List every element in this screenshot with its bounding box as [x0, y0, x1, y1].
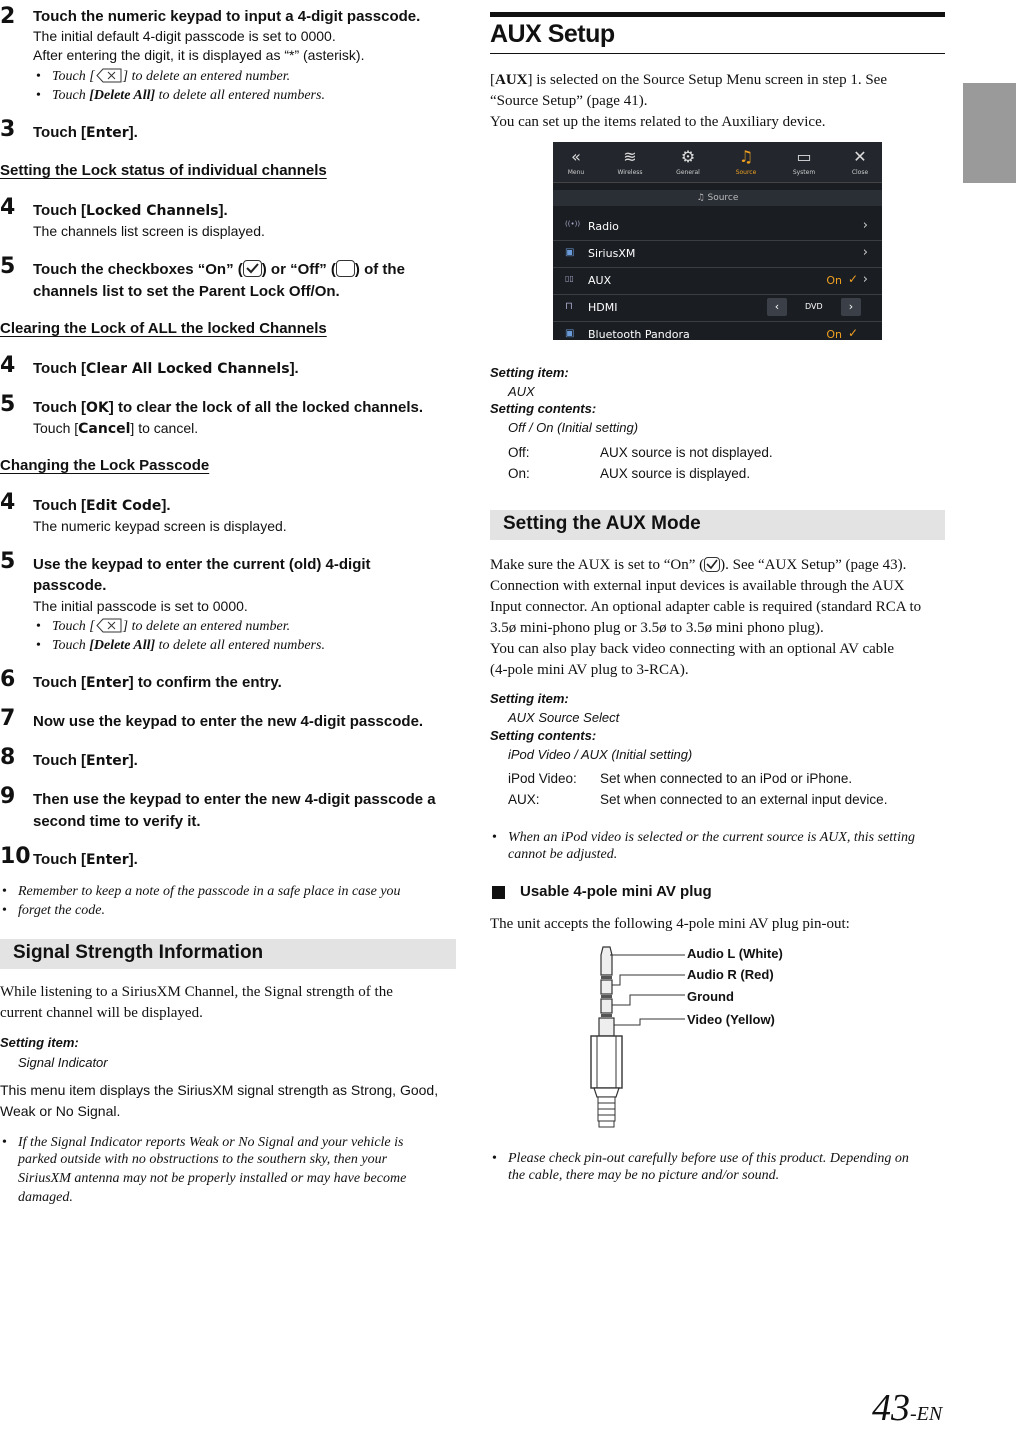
subsection-heading: Changing the Lock Passcode [0, 457, 210, 474]
step-number: 4 [0, 353, 16, 378]
title-rule [490, 53, 945, 54]
list-item[interactable]: ⊓ HDMI ‹ DVD › [553, 295, 882, 322]
page-number: 43-EN [872, 1387, 943, 1429]
pandora-icon: ▣ [565, 328, 575, 339]
option-value: AUX source is displayed. [600, 466, 751, 481]
side-tab [963, 83, 1016, 183]
checkbox-off-icon [336, 260, 355, 277]
option-value: Set when connected to an external input device. [600, 792, 888, 807]
pin-label: Video (Yellow) [687, 1012, 775, 1027]
music-note-icon: ♫ [696, 193, 708, 203]
step-heading: passcode. [33, 577, 107, 594]
step-number: 5 [0, 549, 16, 574]
top-rule [490, 12, 945, 17]
bullet-note: • Touch [ ] to delete an entered number. [52, 67, 290, 86]
step-heading: Touch [Edit Code]. [33, 497, 171, 514]
checkmark-icon: ✓ [847, 326, 858, 340]
paragraph: Make sure the AUX is set to “On” ( ). See “AUX Setup” (page 43). [490, 557, 907, 573]
step-body: Touch [Cancel] to cancel. [33, 420, 199, 437]
step-number: 4 [0, 195, 16, 220]
step-body: The initial default 4-digit passcode is set to 0000. [33, 28, 336, 44]
bullet-note: • Touch [Delete All] to delete all entered numbers. [52, 636, 325, 655]
setting-contents-value: iPod Video / AUX (Initial setting) [508, 747, 693, 762]
general-tab[interactable]: ⚙ General [665, 145, 711, 176]
note-continuation: • forget the code. [18, 901, 105, 920]
bullet-note: • If the Signal Indicator reports Weak or No Signal and your vehicle is [18, 1133, 403, 1152]
step-number: 6 [0, 667, 16, 692]
step-number: 7 [0, 706, 16, 731]
menu-tab[interactable]: « Menu [553, 145, 599, 176]
page-title: AUX Setup [490, 20, 615, 48]
square-bullet-icon [492, 886, 505, 899]
bullet-note: • Touch [ ] to delete an entered number. [52, 617, 290, 636]
paragraph: Input connector. An optional adapter cable is required (standard RCA to [490, 599, 922, 615]
option-key: Off: [508, 445, 530, 460]
subsection-heading: Setting the Lock status of individual channels [0, 162, 327, 179]
step-number: 4 [0, 490, 16, 515]
next-button[interactable]: › [841, 298, 861, 316]
setting-item-value: AUX [508, 384, 535, 399]
paragraph: current channel will be displayed. [0, 1005, 203, 1021]
step-number: 9 [0, 784, 16, 809]
option-value: AUX source is not displayed. [600, 445, 773, 460]
setting-contents-label: Setting contents: [490, 401, 597, 416]
source-header: ♫ Source [553, 190, 882, 206]
step-heading: Use the keypad to enter the current (old) 4-digit [33, 556, 371, 573]
monitor-icon: ▭ [796, 147, 812, 166]
checkbox-on-icon [243, 260, 262, 277]
paragraph: This menu item displays the SiriusXM signal strength as Strong, Good, [0, 1082, 439, 1098]
source-tab[interactable]: ♫ Source [723, 145, 769, 176]
pin-label: Ground [687, 989, 734, 1004]
source-setup-screenshot [553, 142, 882, 340]
checkmark-icon: ✓ [847, 272, 858, 286]
checkbox-on-icon [704, 557, 720, 572]
pin-label: Audio R (Red) [687, 967, 774, 982]
paragraph: Connection with external input devices is available through the AUX [490, 578, 905, 594]
paragraph: (4-pole mini AV plug to 3-RCA). [490, 662, 689, 678]
step-heading: Now use the keypad to enter the new 4-digit passcode. [33, 713, 424, 730]
backspace-icon [95, 618, 123, 633]
system-tab[interactable]: ▭ System [781, 145, 827, 176]
step-number: 2 [0, 4, 16, 29]
section-bar: Signal Strength Information [0, 939, 456, 969]
note-continuation: damaged. [18, 1190, 73, 1205]
setting-item-label: Setting item: [490, 365, 569, 380]
note-continuation: parked outside with no obstructions to the southern sky, then your [18, 1152, 388, 1167]
step-body: The channels list screen is displayed. [33, 223, 265, 239]
option-key: AUX: [508, 792, 540, 807]
step-heading: Touch the checkboxes “On” ( ) or “Off” ( ) of the [33, 261, 405, 278]
step-number: 3 [0, 117, 16, 142]
bullet-note: • Please check pin-out carefully before use of this product. Depending on [508, 1149, 909, 1168]
step-heading: second time to verify it. [33, 813, 201, 830]
option-key: iPod Video: [508, 771, 577, 786]
step-heading: Touch [Locked Channels]. [33, 202, 228, 219]
aux-icon: ▯▯ [565, 274, 574, 283]
bullet-note: • Remember to keep a note of the passcode in a safe place in case you [18, 882, 401, 901]
option-key: On: [508, 466, 530, 481]
list-item[interactable]: ▣ Bluetooth Pandora On ✓ [553, 322, 882, 340]
subsection-heading: Clearing the Lock of ALL the locked Channels [0, 320, 327, 337]
paragraph: 3.5ø mini-phono plug or 3.5ø to 3.5ø mini phono plug). [490, 620, 824, 636]
close-tab[interactable]: ✕ Close [837, 145, 882, 176]
setting-item-label: Setting item: [0, 1035, 79, 1050]
bullet-note: • When an iPod video is selected or the current source is AUX, this setting [508, 828, 915, 847]
step-body: After entering the digit, it is displayed as “*” (asterisk). [33, 47, 365, 63]
backspace-icon [95, 68, 123, 83]
setting-item-label: Setting item: [490, 691, 569, 706]
gear-icon: ⚙ [680, 147, 696, 166]
step-number: 10 [0, 844, 31, 869]
paragraph: [AUX] is selected on the Source Setup Menu screen in step 1. See [490, 72, 887, 88]
paragraph: You can set up the items related to the Auxiliary device. [490, 114, 826, 130]
pin-label: Audio L (White) [687, 946, 783, 961]
chevron-right-icon: › [862, 218, 868, 233]
hdmi-value: DVD [805, 302, 823, 311]
chevron-right-icon: › [862, 245, 868, 260]
note-continuation: the cable, there may be no picture and/or sound. [508, 1168, 780, 1183]
step-heading: channels list to set the Parent Lock Off/On. [33, 283, 340, 300]
paragraph: “Source Setup” (page 41). [490, 93, 648, 109]
step-heading: Touch [Clear All Locked Channels]. [33, 360, 299, 377]
step-heading: Touch [Enter]. [33, 752, 138, 769]
paragraph: Weak or No Signal. [0, 1103, 121, 1119]
step-heading: Touch [Enter]. [33, 124, 138, 141]
note-continuation: cannot be adjusted. [508, 847, 618, 862]
status-value: On [826, 328, 842, 340]
step-body: The numeric keypad screen is displayed. [33, 518, 287, 534]
step-body: The initial passcode is set to 0000. [33, 598, 248, 614]
status-value: On [826, 274, 842, 287]
list-item[interactable]: ▯▯ AUX On ✓ › [553, 268, 882, 295]
setting-item-value: AUX Source Select [508, 710, 620, 725]
paragraph: While listening to a SiriusXM Channel, the Signal strength of the [0, 984, 393, 1000]
bullet-note: • Touch [Delete All] to delete all entered numbers. [52, 86, 325, 105]
wireless-icon: ≋ [623, 147, 637, 166]
step-heading: Touch [OK] to clear the lock of all the locked channels. [33, 399, 424, 416]
paragraph: The unit accepts the following 4-pole mini AV plug pin-out: [490, 916, 850, 932]
step-heading: Touch [Enter] to confirm the entry. [33, 674, 282, 691]
close-icon: ✕ [853, 147, 867, 166]
step-number: 5 [0, 392, 16, 417]
prev-button[interactable]: ‹ [767, 298, 787, 316]
step-number: 8 [0, 745, 16, 770]
step-heading: Touch the numeric keypad to input a 4-digit passcode. [33, 8, 421, 25]
step-heading: Touch [Enter]. [33, 851, 138, 868]
radio-icon: ((•)) [565, 220, 581, 228]
music-note-icon: ♫ [738, 147, 754, 166]
note-continuation: SiriusXM antenna may not be properly installed or may have become [18, 1171, 407, 1186]
setting-contents-label: Setting contents: [490, 728, 597, 743]
chevron-right-icon: › [862, 272, 868, 287]
option-value: Set when connected to an iPod or iPhone. [600, 771, 853, 786]
subsection-heading: Usable 4-pole mini AV plug [520, 883, 712, 900]
screen-top-menu [553, 142, 882, 183]
back-icon: « [571, 147, 581, 166]
hdmi-icon: ⊓ [565, 301, 573, 312]
paragraph: You can also play back video connecting with an optional AV cable [490, 641, 895, 657]
wireless-tab[interactable]: ≋ Wireless [607, 145, 653, 176]
setting-item-value: Signal Indicator [18, 1055, 108, 1070]
setting-contents-value: Off / On (Initial setting) [508, 420, 639, 435]
list-item[interactable]: ((•)) Radio › [553, 214, 882, 241]
list-item[interactable]: ▣ SiriusXM › [553, 241, 882, 268]
step-number: 5 [0, 254, 16, 279]
siriusxm-icon: ▣ [565, 247, 575, 258]
step-heading: Then use the keypad to enter the new 4-digit passcode a [33, 791, 436, 808]
section-bar: Setting the AUX Mode [490, 510, 945, 540]
